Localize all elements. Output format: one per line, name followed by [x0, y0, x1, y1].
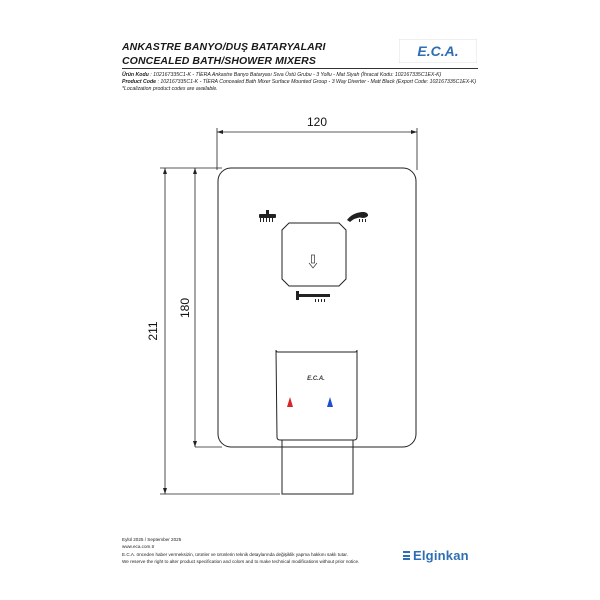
arrow-total-top: [163, 168, 167, 174]
diverter-arrow-icon: [309, 255, 317, 268]
hand-shower-icon: [347, 212, 368, 222]
arrow-width-right: [411, 130, 417, 134]
title-english: CONCEALED BATH/SHOWER MIXERS: [122, 55, 316, 67]
mixer-handle-body: [282, 440, 353, 494]
product-code-label-tr: Ürün Kodu: [122, 72, 149, 78]
svg-text:E.C.A.: E.C.A.: [417, 43, 459, 59]
footer-date: Eylül 2025 / September 2025: [122, 537, 182, 542]
elginkan-logo-icon: [403, 551, 410, 560]
handle-logo: E.C.A.: [307, 376, 325, 382]
arrow-width-left: [217, 130, 223, 134]
elginkan-brand-text: Elginkan: [413, 548, 469, 563]
hot-marker-icon: [287, 397, 293, 407]
cold-marker-icon: [327, 397, 333, 407]
overhead-shower-icon: [259, 210, 276, 222]
arrow-total-bottom: [163, 488, 167, 494]
footer-disclaimer-tr: E.C.A. önceden haber vermeksizin, ürünler ve ürünlerin teknik detaylarında değişiklik yapma hakkını saklı tutar.: [122, 552, 348, 557]
dim-total-height-label: 211: [146, 321, 160, 341]
mixer-handle-front: [276, 350, 357, 440]
dim-inner-height-label: 180: [178, 297, 192, 319]
product-code-value-en: : 102167335C1-K - TİERA Concealed Bath Mixer Surface Mounted Group - 3 Way Diverter - Matt Black (Export Code: 102167335C1EX-K): [157, 79, 477, 85]
diverter-knob: [282, 223, 346, 286]
faceplate: [218, 168, 416, 447]
elginkan-brand: [403, 548, 469, 563]
footer-disclaimer-en: We reserve the right to alter product specification and colors and to make technical modifications without prior notice.: [122, 559, 360, 564]
bath-spout-icon: [296, 291, 330, 302]
title-turkish: ANKASTRE BANYO/DUŞ BATARYALARI: [122, 41, 326, 53]
dim-width-label: 120: [306, 115, 328, 129]
footer-url[interactable]: www.eca.com.tr: [122, 544, 155, 549]
arrow-height-top: [193, 168, 197, 174]
product-code-value-tr: : 102167335C1-K - TİERA Ankastre Banyo Bataryası Sıva Üstü Grubu - 3 Yollu - Mat Siyah (İhracat Kodu: 102167335C1EX-K): [150, 72, 442, 78]
localization-note: *Localization product codes are available.: [122, 86, 218, 92]
product-code-label-en: Product Code: [122, 79, 157, 85]
arrow-height-bottom: [193, 441, 197, 447]
